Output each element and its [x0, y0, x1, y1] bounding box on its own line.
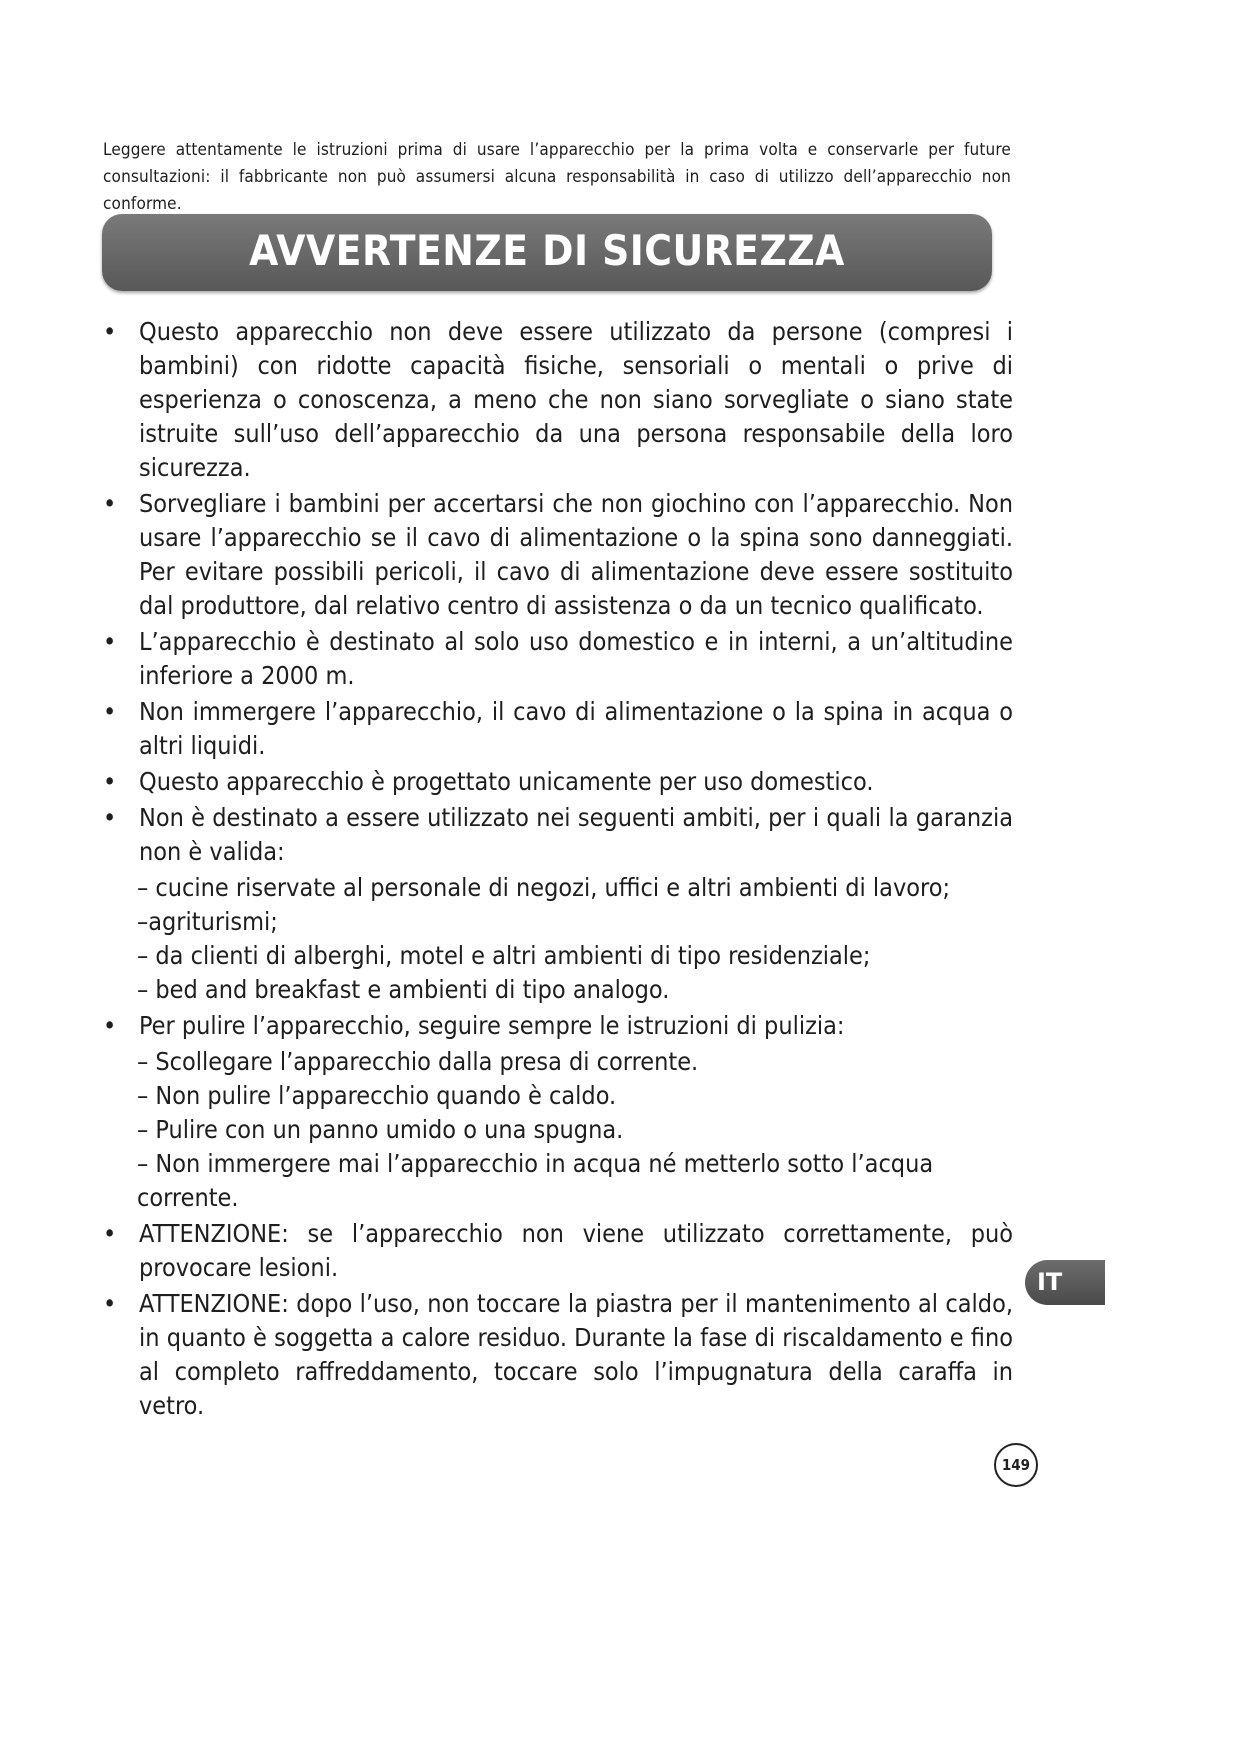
section-title: AVVERTENZE DI SICUREZZA — [249, 226, 845, 275]
list-item-text: ATTENZIONE: dopo l’uso, non toccare la piastra per il mantenimento al caldo, in quanto è soggetta a calore residuo. Durante la fase di riscaldamento e fino al completo raffreddamento, toccare solo l’impugnatura della caraffa in vetro. — [139, 1289, 1013, 1420]
list-item — [103, 765, 1013, 799]
page-number: 149 — [994, 1443, 1038, 1487]
bullet-icon: • — [103, 489, 117, 518]
bullet-icon: • — [103, 317, 117, 346]
bullet-icon: • — [103, 803, 117, 832]
sub-list — [137, 871, 1013, 1007]
bullet-icon: • — [103, 627, 117, 656]
list-item-text: Sorvegliare i bambini per accertarsi che non giochino con l’apparecchio. Non usare l’apparecchio se il cavo di alimentazione o la spina sono danneggiati. Per evitare possibili pericoli, il cavo di alimentazione deve essere sostituito dal produttore, dal relativo centro di assistenza o da un tecnico qualificato. — [139, 489, 1013, 620]
list-item — [103, 625, 1013, 693]
sub-list-item: – cucine riservate al personale di negozi, uffici e altri ambienti di lavoro; — [137, 873, 951, 902]
list-item — [103, 487, 1013, 623]
bullet-icon: • — [103, 1289, 117, 1318]
sub-list-item: – Scollegare l’apparecchio dalla presa di corrente. — [137, 1047, 699, 1076]
list-item-text: Questo apparecchio è progettato unicamente per uso domestico. — [139, 767, 874, 796]
list-item-text: ATTENZIONE: se l’apparecchio non viene utilizzato correttamente, può provocare lesioni. — [139, 1219, 1013, 1282]
sub-list-item: – da clienti di alberghi, motel e altri ambienti di tipo residenziale; — [137, 941, 871, 970]
sub-list — [137, 1045, 1013, 1215]
sub-list-item: – Non immergere mai l’apparecchio in acqua né metterlo sotto l’acqua corrente. — [137, 1149, 934, 1212]
list-item — [103, 1009, 1013, 1215]
bullet-icon: • — [103, 1011, 117, 1040]
bullet-icon: • — [103, 767, 117, 796]
list-item-text: L’apparecchio è destinato al solo uso domestico e in interni, a un’altitudine inferiore a 2000 m. — [139, 627, 1013, 690]
safety-warnings-list — [103, 315, 1013, 1425]
list-item-text: Per pulire l’apparecchio, seguire sempre le istruzioni di pulizia: — [139, 1011, 845, 1040]
bullet-icon: • — [103, 697, 117, 726]
language-tab: IT — [1025, 1260, 1105, 1305]
bullet-icon: • — [103, 1219, 117, 1248]
sub-list-item: – bed and breakfast e ambienti di tipo analogo. — [137, 975, 670, 1004]
list-item-text: Non è destinato a essere utilizzato nei seguenti ambiti, per i quali la garanzia non è valida: — [139, 803, 1013, 866]
sub-list-item: – Non pulire l’apparecchio quando è caldo. — [137, 1081, 617, 1110]
list-item — [103, 315, 1013, 485]
list-item — [103, 1287, 1013, 1423]
list-item — [103, 1217, 1013, 1285]
section-banner — [102, 214, 992, 291]
list-item-text: Questo apparecchio non deve essere utilizzato da persone (compresi i bambini) con ridotte capacità fisiche, sensoriali o mentali o prive di esperienza o conoscenza, a meno che non siano sorvegliate o siano state istruite sull’uso dell’apparecchio da una persona responsabile della loro sicurezza. — [139, 317, 1013, 482]
sub-list-item: – Pulire con un panno umido o una spugna. — [137, 1115, 624, 1144]
list-item — [103, 695, 1013, 763]
list-item-text: Non immergere l’apparecchio, il cavo di alimentazione o la spina in acqua o altri liquidi. — [139, 697, 1013, 760]
sub-list-item: –agriturismi; — [137, 907, 278, 936]
intro-paragraph: Leggere attentamente le istruzioni prima di usare l’apparecchio per la prima volta e conservarle per future consultazioni: il fabbricante non può assumersi alcuna responsabilità in caso di utilizzo dell’apparecchio non conforme. — [103, 140, 1011, 214]
list-item — [103, 801, 1013, 1007]
